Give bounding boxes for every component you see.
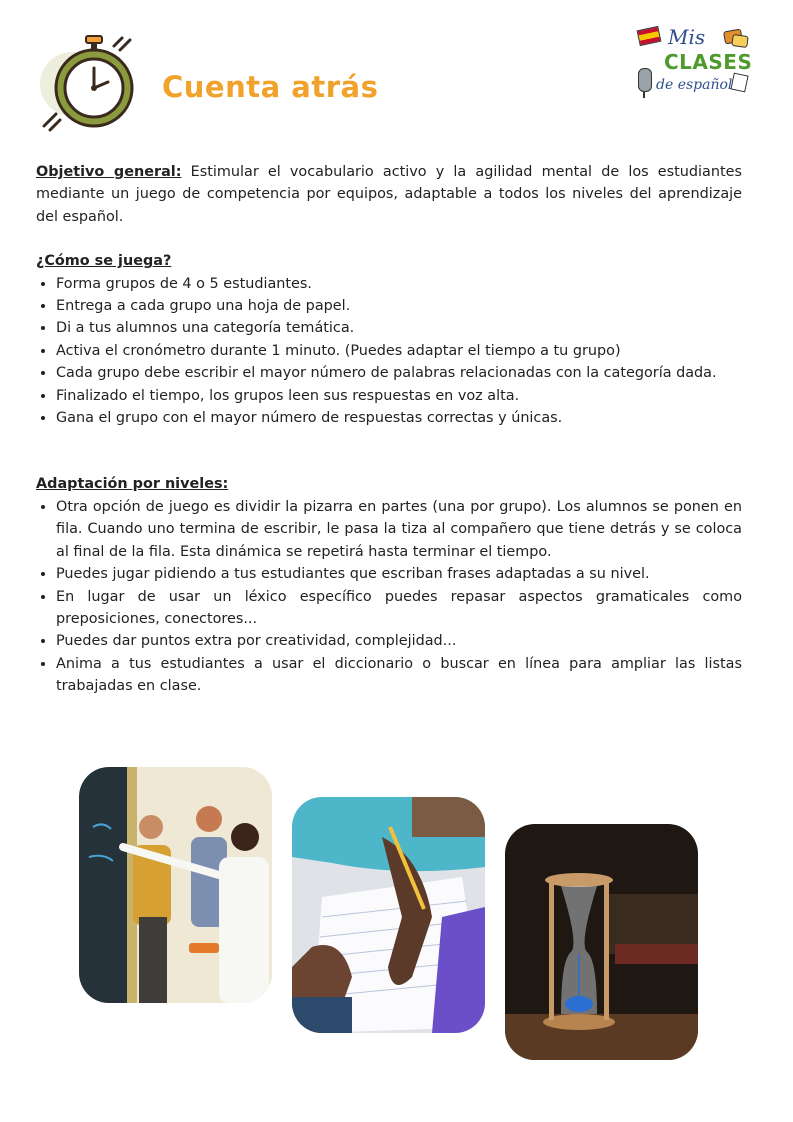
microphone-stand	[643, 92, 645, 98]
logo-line-2: CLASES	[664, 50, 753, 74]
stopwatch-icon	[36, 32, 136, 132]
list-item: • Forma grupos de 4 o 5 estudiantes.	[56, 273, 742, 295]
list-item: • Cada grupo debe escribir el mayor número de palabras relacionadas con la categoría dada.	[56, 362, 742, 384]
notepad-icon	[730, 73, 748, 93]
objective-label: Objetivo general:	[36, 164, 182, 180]
list-item: • Puedes jugar pidiendo a tus estudiantes que escriban frases adaptadas a su nivel.	[56, 563, 742, 585]
objective-text: Estimular el vocabulario activo y la agilidad mental de los estudiantes mediante un juego de competencia por equipos, adaptable a todos los niveles del aprendizaje del español.	[36, 164, 742, 225]
list-item: • En lugar de usar un léxico específico puedes repasar aspectos gramaticales como preposiciones, conectores...	[56, 586, 742, 631]
hourglass-photo	[505, 824, 698, 1060]
list-item: • Anima a tus estudiantes a usar el diccionario o buscar en línea para ampliar las listas trabajadas en clase.	[56, 653, 742, 698]
classroom-photo	[79, 767, 272, 1003]
list-item: • Gana el grupo con el mayor número de respuestas correctas y únicas.	[56, 407, 742, 429]
objective-paragraph	[36, 161, 742, 228]
writing-photo	[292, 797, 485, 1033]
how-to-play-list	[36, 273, 742, 430]
worksheet-content	[36, 161, 742, 698]
mis-clases-logo	[632, 22, 756, 108]
list-item: • Puedes dar puntos extra por creatividad, complejidad...	[56, 630, 742, 652]
microphone-icon	[638, 68, 652, 92]
list-item: • Di a tus alumnos una categoría temática.	[56, 317, 742, 339]
how-to-play-heading: ¿Cómo se juega?	[36, 253, 172, 270]
adaptation-list	[36, 496, 742, 698]
list-item: • Otra opción de juego es dividir la pizarra en partes (una por grupo). Los alumnos se ponen en fila. Cuando uno termina de escribir, le pasa la tiza al compañero que tiene detrás y se coloca al final de la fila. Esta dinámica se repetirá hasta terminar el tiempo.	[56, 496, 742, 563]
list-item: • Activa el cronómetro durante 1 minuto. (Puedes adaptar el tiempo a tu grupo)	[56, 340, 742, 362]
adaptation-heading: Adaptación por niveles:	[36, 476, 229, 493]
list-item: • Finalizado el tiempo, los grupos leen sus respuestas en voz alta.	[56, 385, 742, 407]
speech-bubble-icon	[731, 34, 749, 48]
list-item: • Entrega a cada grupo una hoja de papel.	[56, 295, 742, 317]
logo-line-1: Mis	[668, 25, 706, 49]
spain-flag-icon	[637, 26, 662, 46]
logo-line-3: de español	[656, 77, 733, 93]
page-title: Cuenta atrás	[162, 70, 379, 104]
